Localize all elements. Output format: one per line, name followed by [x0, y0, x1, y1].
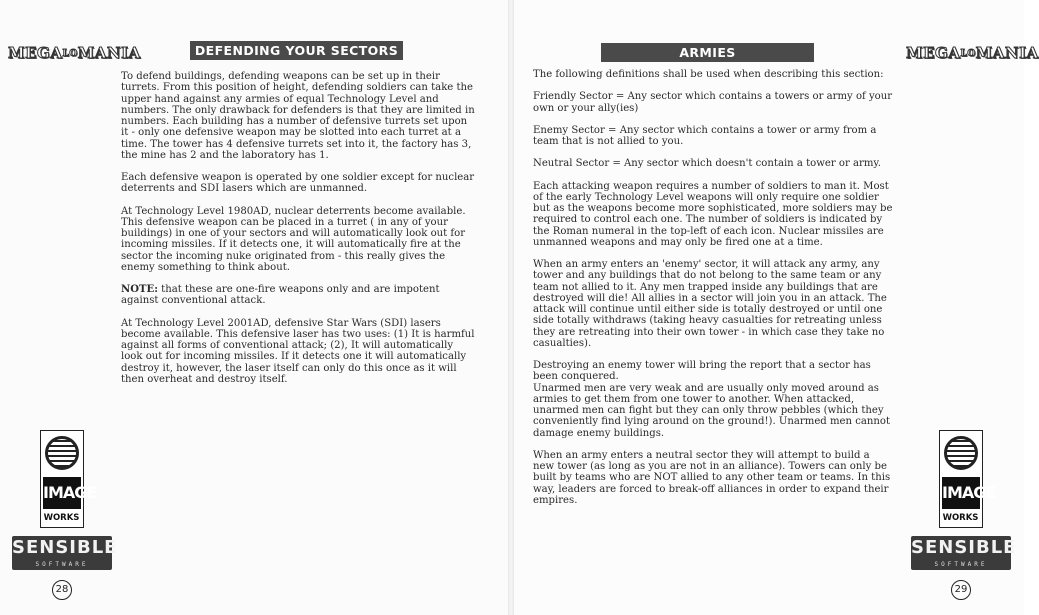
paragraph: To defend buildings, defending weapons can be set up in their turrets. From this position of height, defending soldiers can take the upper hand against any armies of equal Technology Level and numbers. The only drawback for defenders is that they are limited in numbers. Each building has a number of defensive turrets set upon it - only one defensive weapon may be slotted into each turret at a time. The tower has 4 defensive turrets set into it, the factory has 3, the mine has 2 and the laboratory has 1.	[121, 71, 475, 161]
logo-mania: MANIA	[77, 44, 141, 62]
paragraph: Each attacking weapon requires a number of soldiers to man it. Most of the early Technology Level weapons will only require one soldier but as the weapons become more sophisticated, more soldiers may be required to control each one. The number of soldiers is indicated by the Roman numeral in the top-left of each icon. Nuclear missiles are unmanned weapons and may only be fired one at a time.	[533, 180, 893, 248]
works-wordmark: WORKS	[942, 513, 979, 523]
definition-enemy: Enemy Sector = Any sector which contains a tower or army from a team that is not allied to you.	[533, 124, 877, 147]
paragraph: Each defensive weapon is operated by one soldier except for nuclear deterrents and SDI lasers which are unmanned.	[121, 172, 475, 195]
left-body-text	[121, 71, 477, 396]
definition-neutral: Neutral Sector = Any sector which doesn't contain a tower or army.	[533, 158, 881, 170]
works-wordmark: WORKS	[43, 513, 80, 523]
paragraph: At Technology Level 1980AD, nuclear deterrents become available. This defensive weapon can be placed in a turret ( in any of your buildings) in one of your sectors and will automatically look out for incoming missiles. If it detects one, it will automatically fire at the sector the incoming nuke originated from - this really gives the enemy something to think about.	[121, 205, 466, 273]
note-text: that these are one-fire weapons only and are impotent against conventional attack.	[121, 284, 440, 307]
megalomania-logo	[906, 44, 1039, 62]
globe-icon	[45, 436, 79, 470]
note-label: NOTE:	[121, 284, 158, 295]
left-page	[0, 0, 510, 615]
note-paragraph	[121, 284, 477, 307]
logo-lo: LO	[960, 49, 976, 59]
logo-mega: MEGA	[8, 44, 63, 62]
megalomania-logo	[8, 44, 141, 62]
page-number: 28	[52, 580, 72, 600]
section-heading-armies: ARMIES	[601, 43, 814, 62]
sensible-wordmark: SENSIBLE	[911, 537, 1017, 558]
paragraph: When an army enters a neutral sector they will attempt to build a new tower (as long as you are not in an alliance). Towers can only be built by teams who are NOT allied to any other team or teams. In this way, leaders are forced to break-off alliances in order to expand their empires.	[533, 449, 891, 506]
page-number: 29	[951, 580, 971, 600]
image-wordmark: IMAGE	[942, 477, 980, 509]
unarmed-paragraph: Unarmed men are very weak and are usually only moved around as armies to get them from one tower to another. When attacked, unarmed men can fight but they can only throw pebbles (which they conveniently find lying around on the ground!). Unarmed men cannot damage enemy buildings.	[533, 382, 891, 439]
sensible-software-logo	[12, 536, 118, 570]
sensible-wordmark: SENSIBLE	[12, 537, 118, 558]
conquer-paragraph: Destroying an enemy tower will bring the report that a sector has been conquered.	[533, 360, 871, 383]
image-wordmark: IMAGE	[43, 477, 81, 509]
image-works-logo	[939, 430, 996, 528]
logo-mania: MANIA	[975, 44, 1039, 62]
section-heading-defending: DEFENDING YOUR SECTORS	[190, 41, 403, 60]
paragraph: At Technology Level 2001AD, defensive Star Wars (SDI) lasers become available. This defensive laser has two uses: (1) It is harmful against all forms of conventional attack; (2), It will automatically look out for incoming missiles. If it detects one it will automatically destroy it, however, the laser itself can only do this once as it will then overheat and destroy itself.	[121, 317, 475, 385]
definition-friendly: Friendly Sector = Any sector which contains a towers or army of your own or your ally(ies)	[533, 91, 893, 114]
sensible-software-logo	[911, 536, 1017, 570]
right-body-text	[533, 69, 893, 517]
logo-mega: MEGA	[906, 44, 961, 62]
globe-icon	[944, 436, 978, 470]
logo-lo: LO	[62, 49, 78, 59]
image-works-logo	[40, 430, 97, 528]
software-wordmark: SOFTWARE	[35, 561, 89, 568]
software-wordmark: SOFTWARE	[934, 561, 988, 568]
paragraph: When an army enters an 'enemy' sector, it will attack any army, any tower and any buildings that do not belong to the same team or any team not allied to it. Any men trapped inside any buildings that are destroyed will die! All allies in a sector will join you in an attack. The attack will continue until either side is totally destroyed or until one side totally withdraws (taking heavy casualties for retreating unless they are retreating into their own tower - in which case they take no casualties).	[533, 259, 887, 349]
right-page	[514, 0, 1039, 615]
intro-paragraph: The following definitions shall be used when describing this section:	[533, 69, 884, 80]
